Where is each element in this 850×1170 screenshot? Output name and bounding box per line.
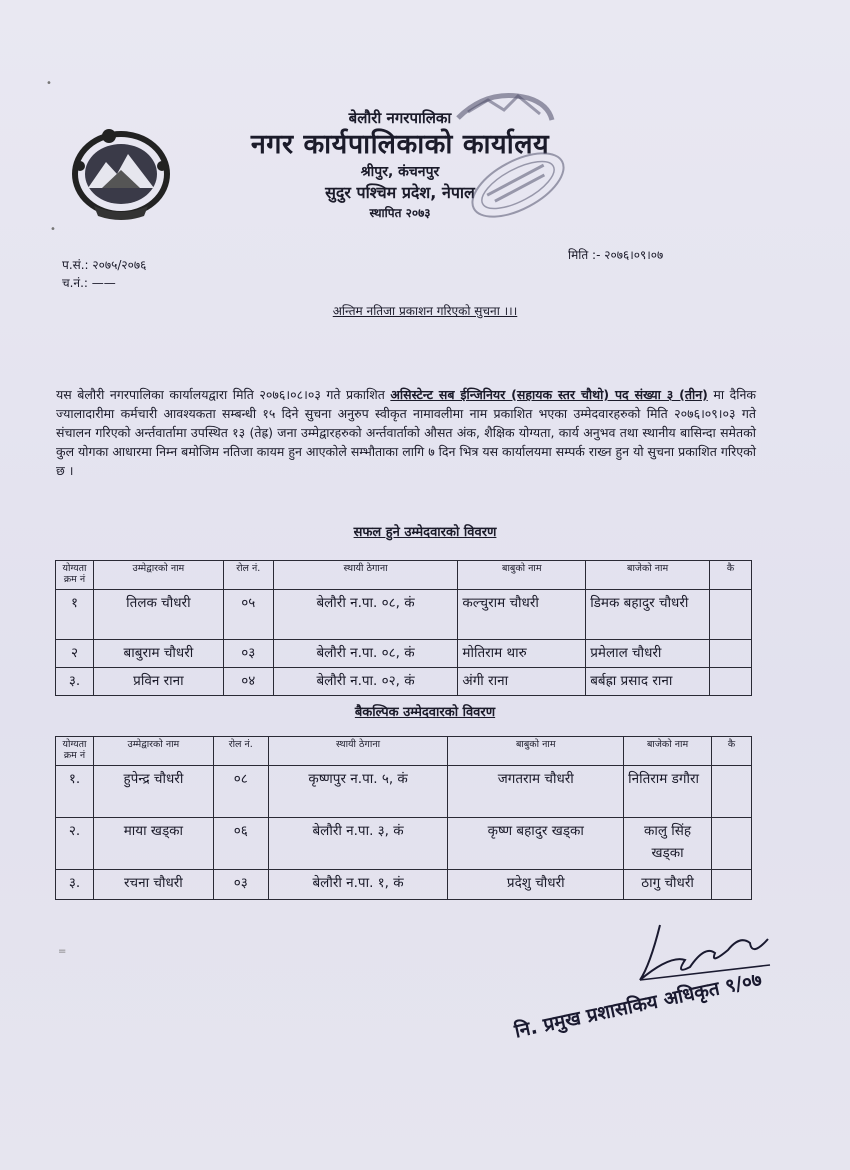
col-remark: कै (712, 737, 752, 766)
col-grandfather: बाजेको नाम (624, 737, 712, 766)
cell-remark (710, 590, 752, 640)
table-header-row (56, 737, 752, 766)
body-part-1: यस बेलौरी नगरपालिका कार्यालयद्वारा मिति २०७६।०८।०३ गते प्रकाशित (56, 387, 391, 402)
office-province: सुदुर पश्चिम प्रदेश, नेपाल (325, 183, 475, 202)
cell-rank: १. (56, 766, 94, 818)
cell-address: बेलौरी न.पा. ०८, कं (273, 640, 458, 668)
body-part-2: मा दैनिक ज्यालादारीमा कर्मचारी आवश्यकता सम्बन्धी १५ दिने सुचना अनुरुप स्वीकृत नामावलीमा नाम प्रकाशित भएका उम्मेदवारहरुको मिति २०७६।०९।०३ गते संचालन गरिएको अर्न्तवार्तामा उपस्थित १३ (तेह्र) जना उम्मेद्वारहरुको अर्न्तवार्ताको औसत अंक, शैक्षिक योग्यता, कार्य अनुभव तथा स्थानीय बासिन्दा समेतको कुल योगका आधारमा निम्न बमोजिम नतिजा कायम हुन आएकोले सम्भौताका लागि ७ दिन भित्र यस कार्यालयमा सम्पर्क राख्न हुन यो सुचना प्रकाशित गरिएको छ । (56, 387, 757, 478)
alternate-title: बैकल्पिक उम्मेदवारको विवरण (354, 705, 496, 720)
cell-rank: ३. (56, 668, 94, 696)
cell-roll: ०४ (223, 668, 273, 696)
table-header-row (56, 561, 752, 590)
cell-grandfather: नितिराम डगौरा (624, 766, 712, 818)
cell-remark (712, 818, 752, 870)
selected-table (55, 560, 752, 696)
body-highlight: असिस्टेन्ट सब ईन्जिनियर (सहायक स्तर चौथो) पद संख्या ३ (तीन) (390, 387, 708, 402)
cell-father: कृष्ण बहादुर खड्का (448, 818, 624, 870)
cell-grandfather: कालु सिंह खड्का (624, 818, 712, 870)
signature-date: ९/०७ (723, 968, 764, 998)
signatory-designation: नि. प्रमुख प्रशासकिय अधिकृत (512, 977, 722, 1043)
cell-address: बेलौरी न.पा. ०८, कं (273, 590, 458, 640)
notice-subject: अन्तिम नतिजा प्रकाशन गरिएको सुचना ।।। (332, 304, 518, 318)
table-row (56, 668, 752, 696)
scan-mark: = (58, 946, 67, 957)
cell-roll: ०३ (223, 640, 273, 668)
col-rank: योग्यता क्रम नं (56, 561, 94, 590)
office-established: स्थापित २०७३ (369, 206, 431, 220)
table-row (56, 766, 752, 818)
table-row (56, 640, 752, 668)
cell-father: मोतिराम थारु (458, 640, 586, 668)
col-roll: रोल नं. (213, 737, 268, 766)
cell-grandfather: ठागु चौधरी (624, 870, 712, 900)
dispatch-number: च.नं.: —— (62, 276, 116, 290)
cell-address: बेलौरी न.पा. १, कं (268, 870, 448, 900)
cell-rank: ३. (56, 870, 94, 900)
col-name: उम्मेद्वारको नाम (93, 561, 223, 590)
table-row (56, 870, 752, 900)
selected-title: सफल हुने उम्मेदवारको विवरण (353, 525, 497, 540)
col-roll: रोल नं. (223, 561, 273, 590)
cell-rank: २. (56, 818, 94, 870)
cell-roll: ०५ (223, 590, 273, 640)
cell-rank: २ (56, 640, 94, 668)
cell-remark (712, 870, 752, 900)
cell-remark (710, 640, 752, 668)
cell-name: माया खड्का (93, 818, 213, 870)
cell-address: बेलौरी न.पा. ०२, कं (273, 668, 458, 696)
col-rank: योग्यता क्रम नं (56, 737, 94, 766)
alternate-table (55, 736, 752, 900)
cell-address: कृष्णपुर न.पा. ५, कं (268, 766, 448, 818)
cell-roll: ०३ (213, 870, 268, 900)
cell-name: रचना चौधरी (93, 870, 213, 900)
cell-address: बेलौरी न.पा. ३, कं (268, 818, 448, 870)
col-father: बाबुको नाम (458, 561, 586, 590)
cell-remark (712, 766, 752, 818)
cell-grandfather: डिमक बहादुर चौधरी (586, 590, 710, 640)
cell-grandfather: प्रमेलाल चौधरी (586, 640, 710, 668)
cell-father: कल्चुराम चौधरी (458, 590, 586, 640)
nepal-emblem-icon (62, 118, 180, 222)
col-address: स्थायी ठेगाना (268, 737, 448, 766)
cell-name: हुपेन्द्र चौधरी (93, 766, 213, 818)
cell-grandfather: बर्बह्रा प्रसाद राना (586, 668, 710, 696)
col-father: बाबुको नाम (448, 737, 624, 766)
office-name: नगर कार्यपालिकाको कार्यालय (250, 129, 550, 160)
office-stamp-icon (448, 90, 568, 220)
table-row (56, 590, 752, 640)
cell-rank: १ (56, 590, 94, 640)
cell-roll: ०६ (213, 818, 268, 870)
cell-name: प्रविन राना (93, 668, 223, 696)
col-remark: कै (710, 561, 752, 590)
cell-father: प्रदेशु चौधरी (448, 870, 624, 900)
reference-block (62, 256, 146, 292)
col-grandfather: बाजेको नाम (586, 561, 710, 590)
cell-father: अंगी राना (458, 668, 586, 696)
cell-remark (710, 668, 752, 696)
col-address: स्थायी ठेगाना (273, 561, 458, 590)
cell-roll: ०८ (213, 766, 268, 818)
col-name: उम्मेद्वारको नाम (93, 737, 213, 766)
scan-mark: • (46, 78, 52, 89)
scan-mark: • (50, 224, 56, 235)
cell-father: जगतराम चौधरी (448, 766, 624, 818)
table-row (56, 818, 752, 870)
cell-name: तिलक चौधरी (93, 590, 223, 640)
cell-name: बाबुराम चौधरी (93, 640, 223, 668)
letter-number: प.सं.: २०७५/२०७६ (62, 258, 147, 272)
municipality-name: बेलौरी नगरपालिका (348, 109, 452, 127)
notice-body (56, 385, 756, 480)
letter-date: मिति :- २०७६।०९।०७ (568, 248, 664, 262)
office-place: श्रीपुर, कंचनपुर (360, 164, 440, 180)
